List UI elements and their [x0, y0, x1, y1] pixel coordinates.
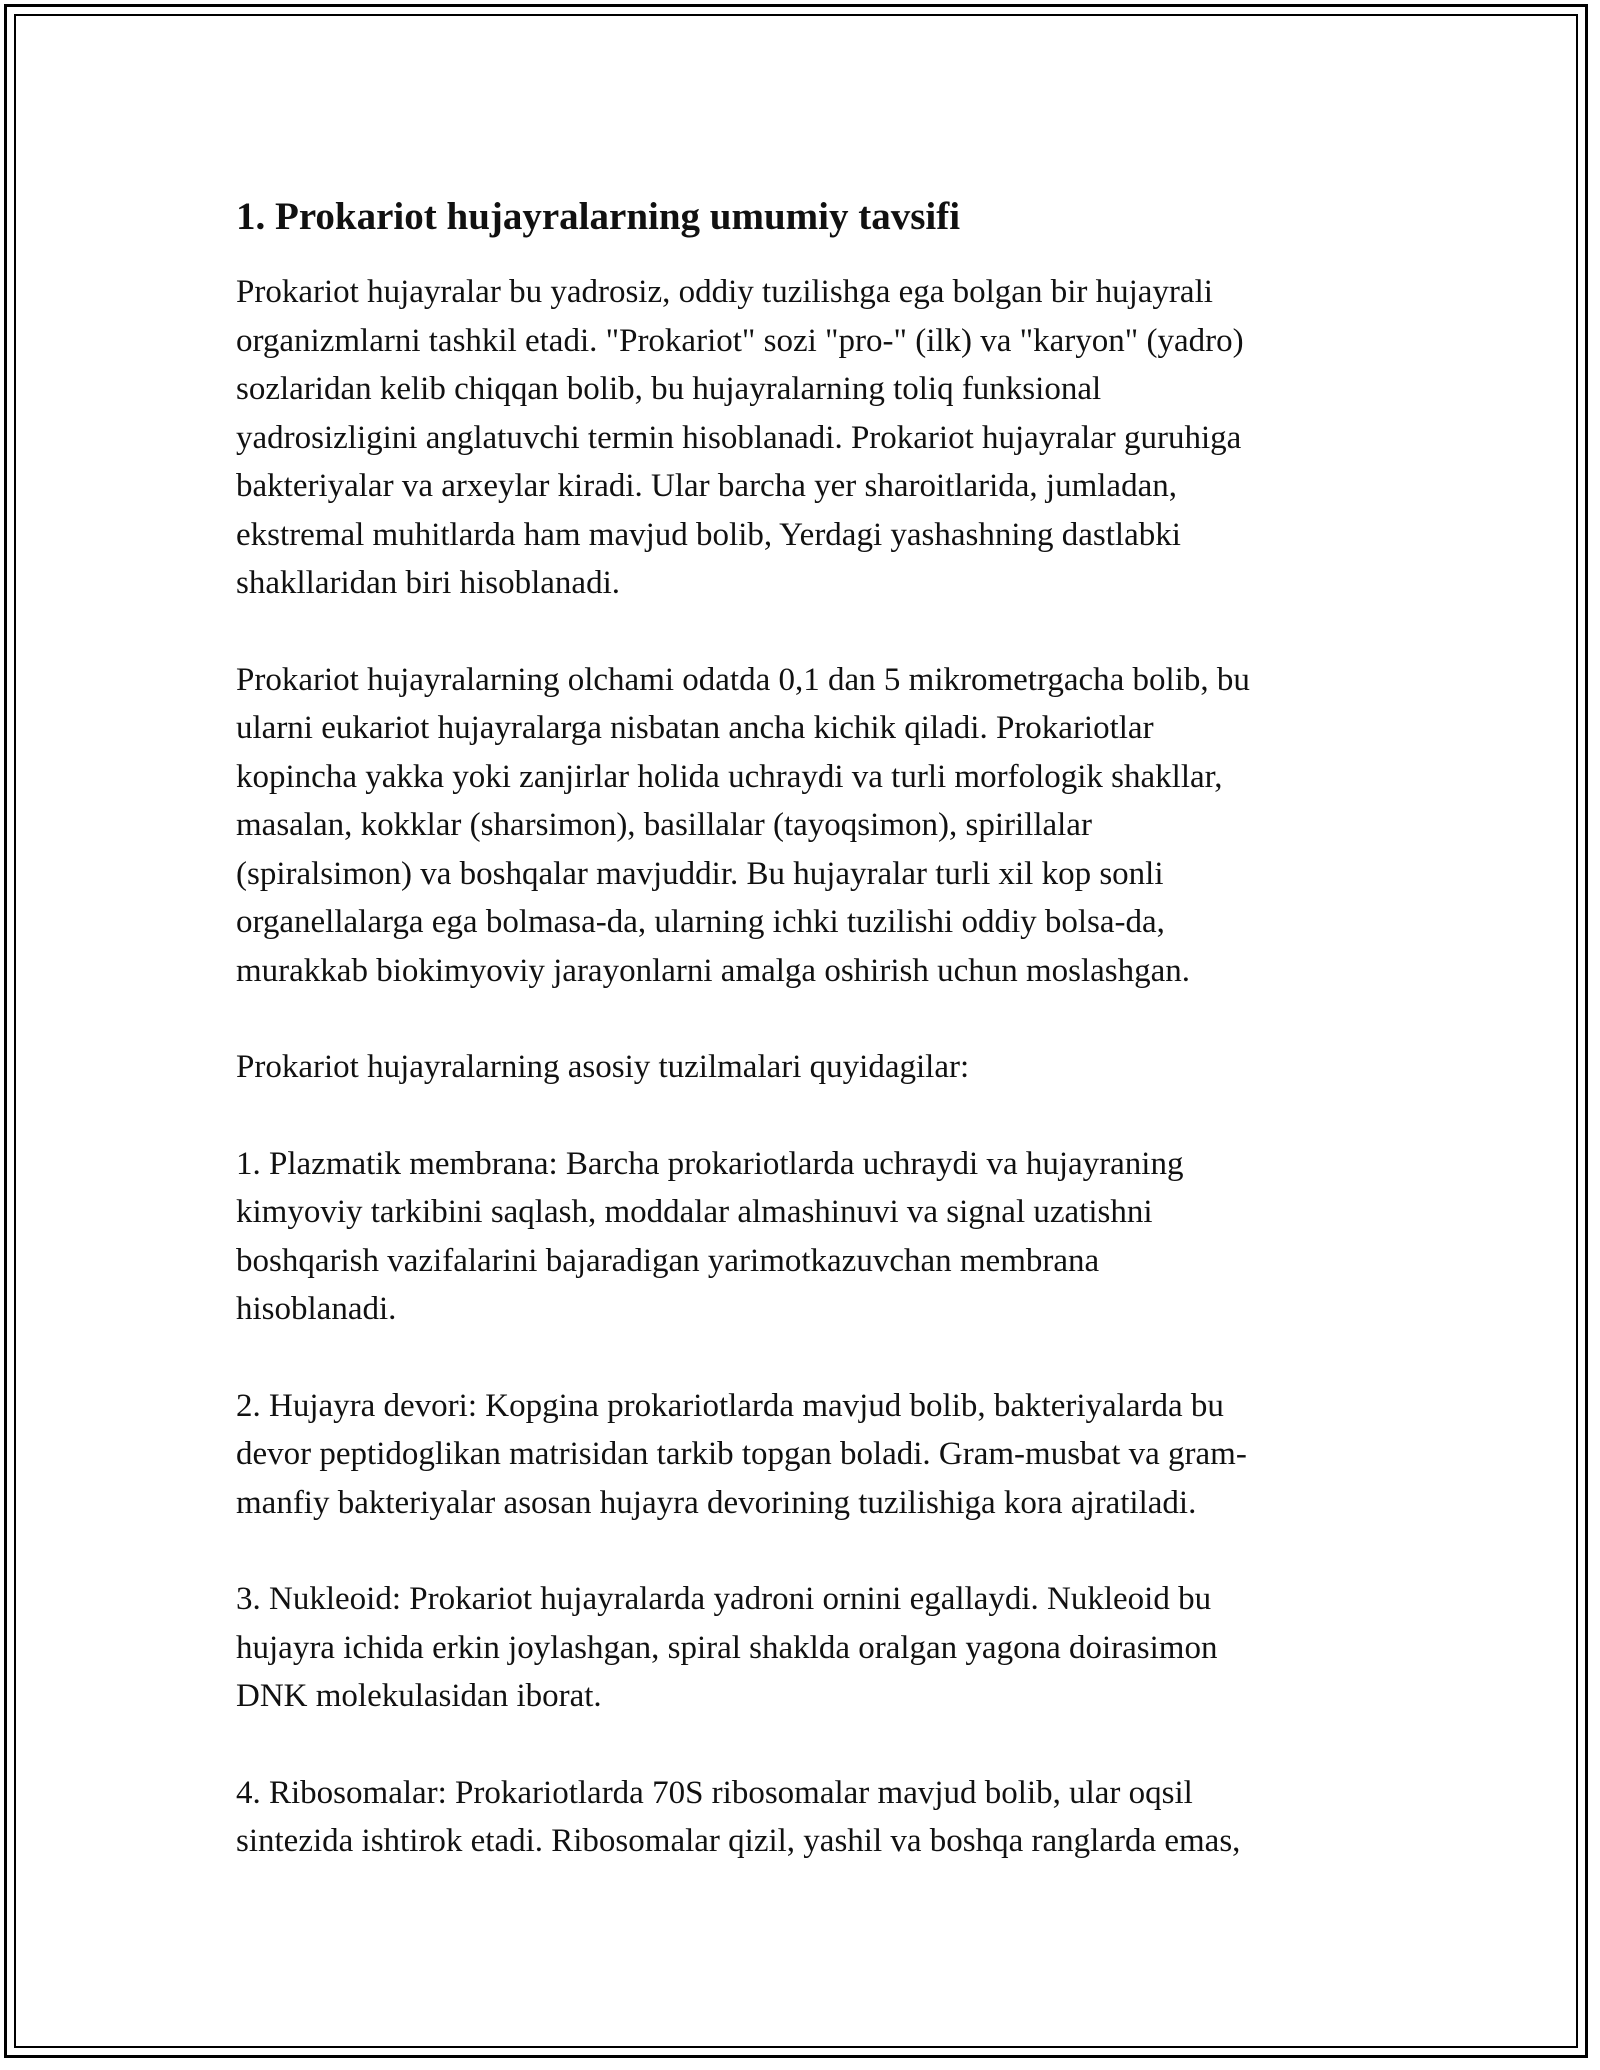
paragraph-structures-intro: Prokariot hujayralarning asosiy tuzilmalari quyidagilar: — [236, 1049, 970, 1085]
paragraph-intro: Prokariot hujayralar bu yadrosiz, oddiy tuzilishga ega bolgan bir hujayrali organizmlarni tashkil etadi. "Prokariot" sozi "pro-" (ilk) va "karyon" (yadro) sozlaridan kelib chiqqan bolib, bu hujayralarning toliq funksional yadrosizligini anglatuvchi termin hisoblanadi. Prokariot hujayralar guruhiga bakteriyalar va arxeylar kiradi. Ular barcha yer sharoitlarida, jumladan, ekstremal muhitlarda ham mavjud bolib, Yerdagi yashashning dastlabki shakllaridan biri hisoblanadi. — [236, 274, 1244, 601]
list-item-cell-wall: 2. Hujayra devori: Kopgina prokariotlarda mavjud bolib, bakteriyalarda bu devor peptidoglikan matrisidan tarkib topgan boladi. Gram-musbat va gram- manfiy bakteriyalar asosan hujayra devorining tuzilishiga kora ajratiladi. — [236, 1387, 1247, 1521]
list-item-ribosomes: 4. Ribosomalar: Prokariotlarda 70S ribosomalar mavjud bolib, ular oqsil sintezida ishtirok etadi. Ribosomalar qizil, yashil va boshqa ranglarda emas, — [236, 1774, 1241, 1859]
paragraph-size: Prokariot hujayralarning olchami odatda 0,1 dan 5 mikrometrgacha bolib, bu ularni eukariot hujayralarga nisbatan ancha kichik qiladi. Prokariotlar kopincha yakka yoki zanjirlar holida uchraydi va turli morfologik shakllar, masalan, kokklar (sharsimon), basillalar (tayoqsimon), spirillalar (spiralsimon) va boshqalar mavjuddir. Bu hujayralar turli xil kop sonli organellalarga ega bolmasa-da, ularning ichki tuzilishi oddiy bolsa-da, murakkab biokimyoviy jarayonlarni amalga oshirish uchun moslashgan. — [236, 661, 1250, 989]
list-item-nucleoid: 3. Nukleoid: Prokariot hujayralarda yadroni ornini egallaydi. Nukleoid bu hujayra ichida erkin joylashgan, spiral shakldа oralgan yagona doirasimon DNK molekulasidan iborat. — [236, 1581, 1218, 1714]
list-item-plasma-membrane: 1. Plazmatik membrana: Barcha prokariotlarda uchraydi va hujayraning kimyoviy tarkibini saqlash, moddalar almashinuvi va signal uzatishni boshqarish vazifalarini bajaradigan yarimotkazuvchan membrana hisoblanadi. — [236, 1145, 1184, 1327]
document-body — [236, 190, 1366, 1914]
document-title: 1. Prokariot hujayralarning umumiy tavsifi — [236, 195, 961, 238]
